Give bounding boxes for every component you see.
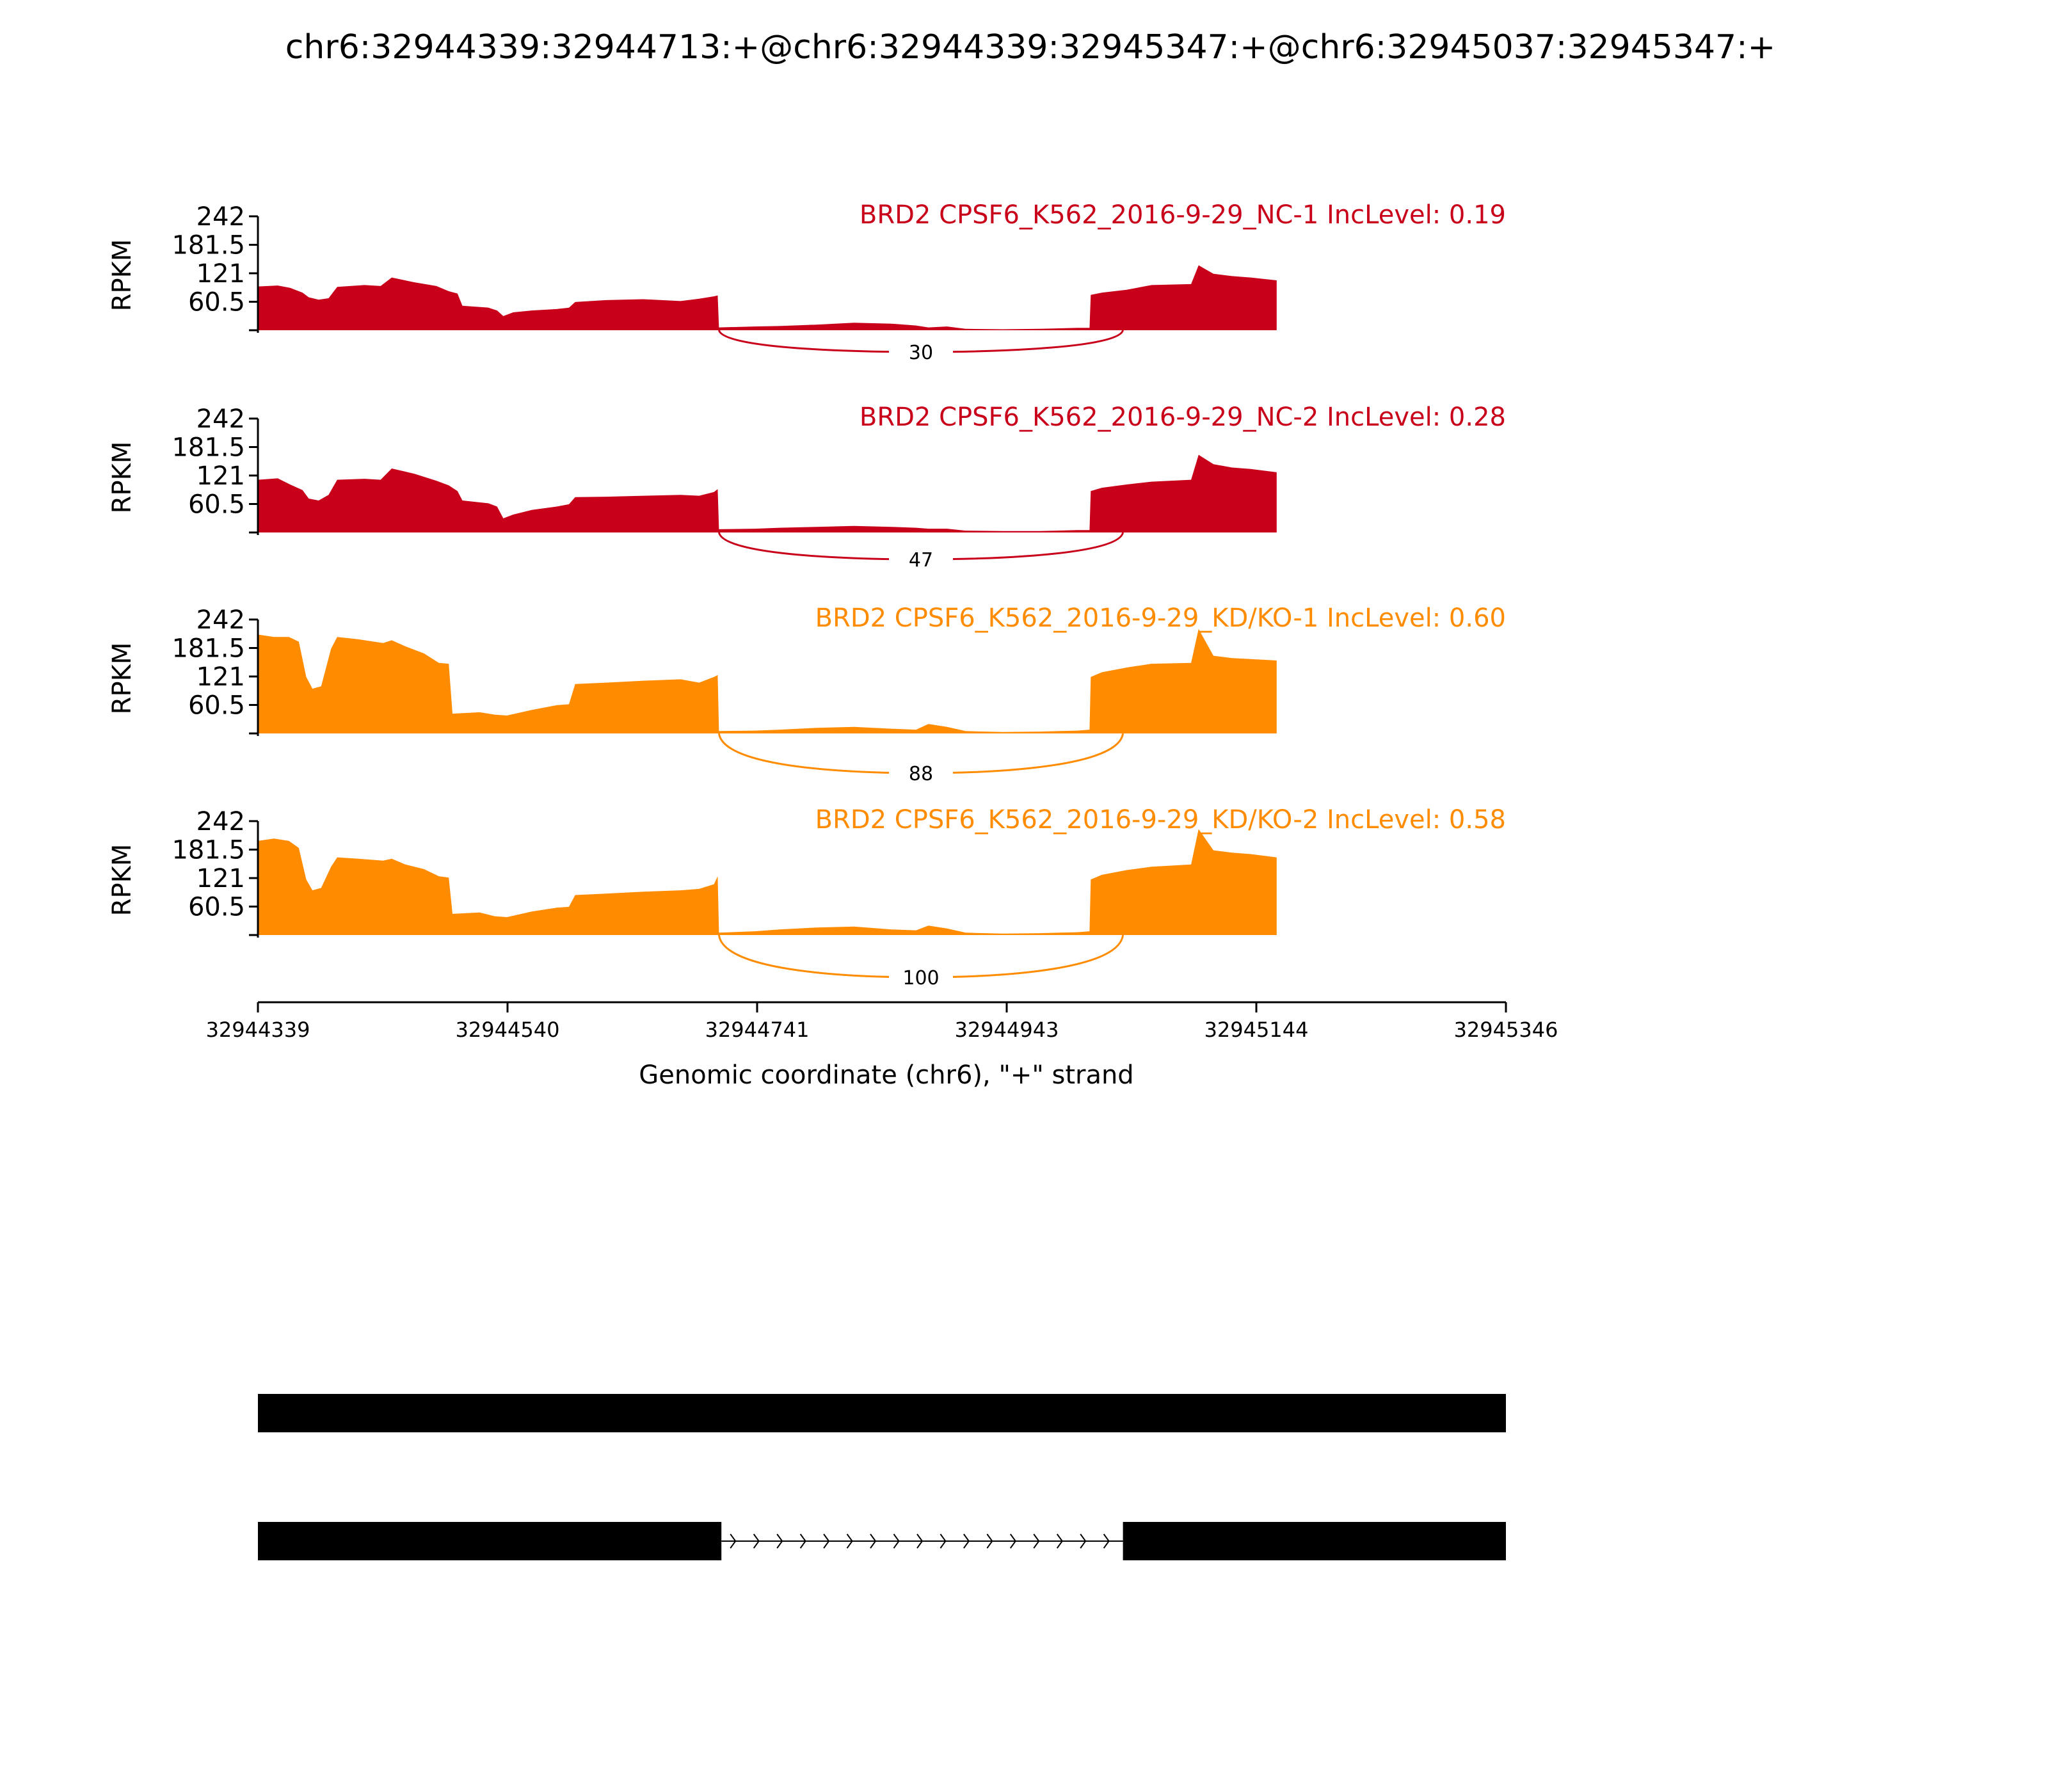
coverage-tracks <box>108 200 1506 989</box>
y-tick-label: 121 <box>196 259 245 289</box>
x-tick-label: 32944943 <box>954 1018 1059 1042</box>
y-tick-label: 181.5 <box>172 433 245 463</box>
track-3 <box>108 604 1506 785</box>
x-tick-label: 32944741 <box>705 1018 810 1042</box>
x-axis <box>206 1002 1558 1042</box>
y-tick-label: 242 <box>196 605 245 635</box>
transcript-1 <box>258 1394 1506 1432</box>
junction-count: 100 <box>902 967 940 989</box>
x-tick-label: 32945346 <box>1453 1018 1558 1042</box>
exon <box>1123 1522 1506 1560</box>
y-tick-label: 60.5 <box>188 892 245 922</box>
y-tick-label: 242 <box>196 807 245 836</box>
x-tick-label: 32945144 <box>1204 1018 1309 1042</box>
x-tick-label: 32944339 <box>205 1018 310 1042</box>
y-tick-label: 121 <box>196 662 245 692</box>
track-2 <box>108 403 1506 572</box>
coverage-area <box>258 266 1277 331</box>
track-4 <box>108 805 1506 989</box>
y-axis-label: RPKM <box>108 441 137 514</box>
exon <box>258 1522 721 1560</box>
y-tick-label: 60.5 <box>188 691 245 721</box>
coverage-area <box>258 829 1277 936</box>
y-tick-label: 60.5 <box>188 490 245 520</box>
junction-count: 88 <box>908 763 934 785</box>
junction-count: 47 <box>908 549 934 572</box>
y-tick-label: 242 <box>196 202 245 232</box>
y-tick-label: 181.5 <box>172 835 245 865</box>
y-tick-label: 181.5 <box>172 230 245 260</box>
sample-label: BRD2 CPSF6_K562_2016-9-29_NC-2 IncLevel: 0.28 <box>859 403 1506 432</box>
y-tick-label: 242 <box>196 404 245 434</box>
y-axis-label: RPKM <box>108 642 137 715</box>
x-tick-label: 32944540 <box>455 1018 560 1042</box>
sample-label: BRD2 CPSF6_K562_2016-9-29_KD/KO-1 IncLevel: 0.60 <box>815 604 1506 633</box>
y-axis-label: RPKM <box>108 844 137 916</box>
chart-title: chr6:32944339:32944713:+@chr6:32944339:32945347:+@chr6:32945037:32945347:+ <box>285 28 1776 67</box>
gene-model <box>258 1394 1506 1560</box>
y-tick-label: 60.5 <box>188 287 245 317</box>
junction-count: 30 <box>908 342 934 364</box>
transcript-2 <box>258 1522 1506 1560</box>
track-1 <box>108 200 1506 364</box>
coverage-area <box>258 629 1277 733</box>
y-tick-label: 181.5 <box>172 634 245 664</box>
sample-label: BRD2 CPSF6_K562_2016-9-29_KD/KO-2 IncLevel: 0.58 <box>815 805 1506 835</box>
x-axis-label: Genomic coordinate (chr6), "+" strand <box>639 1060 1134 1090</box>
sample-label: BRD2 CPSF6_K562_2016-9-29_NC-1 IncLevel: 0.19 <box>859 200 1506 230</box>
y-tick-label: 121 <box>196 461 245 491</box>
y-tick-label: 121 <box>196 864 245 893</box>
coverage-area <box>258 455 1277 532</box>
y-axis-label: RPKM <box>108 239 137 312</box>
exon <box>258 1394 1506 1432</box>
